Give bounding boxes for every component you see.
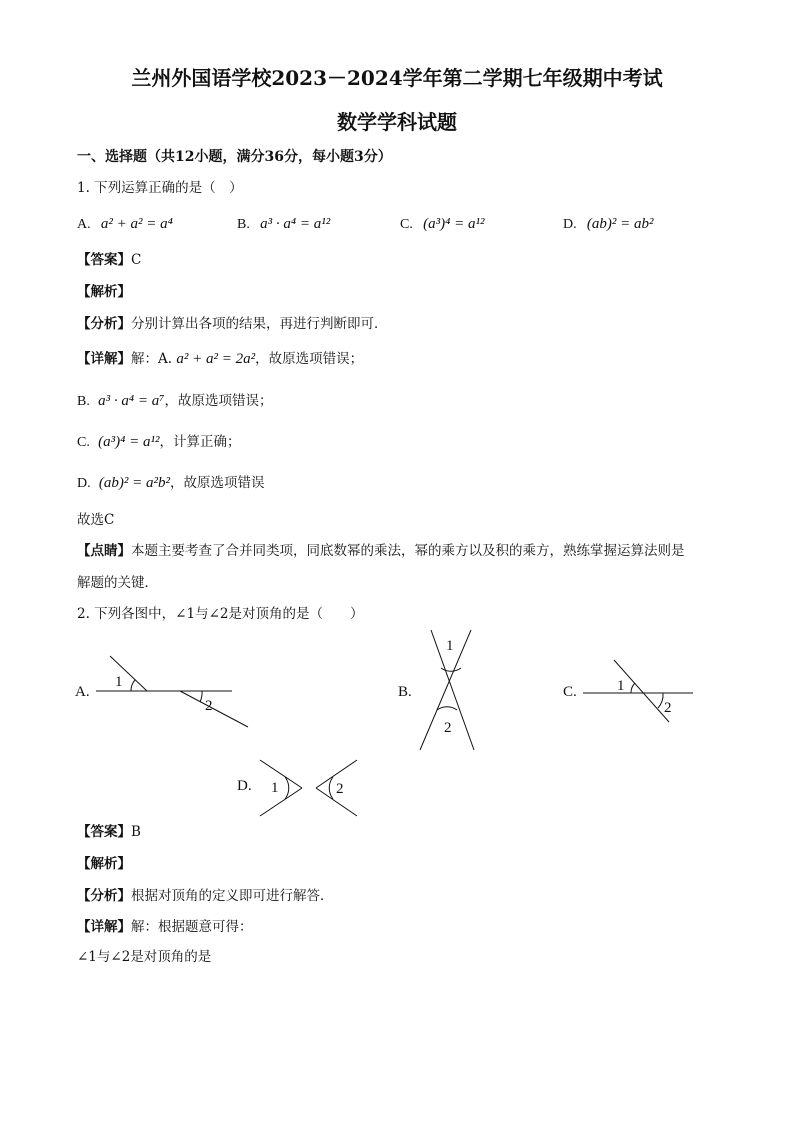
- q2-analysis-tag: 【解析】: [77, 856, 131, 872]
- q1-conclusion: 故选C: [77, 512, 115, 528]
- q2-detail: [77, 918, 253, 936]
- figure-d-label: D.: [237, 778, 252, 794]
- q1-answer: [77, 251, 141, 269]
- q1-dianjing: [77, 542, 685, 560]
- figure-c-angle-1-arc: [631, 683, 635, 693]
- detail-prefix: 解：A.: [131, 351, 173, 367]
- figure-c-angle-2-arc: [658, 693, 663, 708]
- detail-tag: 【详解】: [77, 919, 131, 935]
- figure-c-angle-1-label: 1: [617, 678, 625, 694]
- figure-b-angle-2-label: 2: [444, 720, 452, 736]
- figure-c: [583, 660, 693, 722]
- detail-expr: a³ · a⁴ = a⁷: [98, 393, 165, 409]
- answer-value: C: [131, 252, 142, 268]
- figure-c-label: C.: [563, 684, 577, 700]
- exam-subtitle: 数学学科试题: [337, 110, 457, 134]
- detail-tag: 【详解】: [77, 351, 131, 367]
- fenxi-tag: 【分析】: [77, 316, 131, 332]
- q1-detail-b: [77, 392, 272, 411]
- option-label: A.: [77, 217, 91, 232]
- q2-conclusion: ∠1与∠2是对顶角的是: [77, 949, 212, 965]
- option-label: C.: [400, 217, 413, 232]
- figure-a-label: A.: [75, 684, 90, 700]
- answer-tag: 【答案】: [77, 252, 131, 268]
- option-label: B.: [237, 217, 250, 232]
- figure-a-angle-1-label: 1: [115, 674, 123, 690]
- q1-option-a: [77, 215, 173, 234]
- q1-detail-d: [77, 474, 265, 493]
- q1-option-d: [563, 215, 654, 234]
- figure-a-angle-2-label: 2: [205, 698, 213, 714]
- detail-expr: a² + a² = 2a²: [176, 351, 256, 367]
- detail-suffix: ，故原选项错误；: [255, 351, 364, 367]
- figure-b-angle-2-arc: [437, 707, 457, 710]
- figure-d-angle-2-arc: [329, 777, 333, 799]
- option-expr: a³ · a⁴ = a¹²: [260, 216, 331, 232]
- option-label: D.: [563, 217, 577, 232]
- detail-expr: (a³)⁴ = a¹²: [98, 434, 160, 450]
- detail-suffix: ，计算正确；: [159, 434, 241, 450]
- q1-fenxi: [77, 315, 388, 333]
- figure-b-angle-1-label: 1: [446, 638, 454, 654]
- q1-option-b: [237, 215, 330, 234]
- q2-figures: [0, 620, 794, 820]
- figure-d-angle-1-label: 1: [271, 780, 279, 796]
- fenxi-tag: 【分析】: [77, 888, 131, 904]
- detail-prefix: B.: [77, 394, 90, 409]
- figure-a-angle-2-arc: [200, 691, 202, 702]
- figure-d-left-upper-line: [260, 760, 302, 788]
- fenxi-text: 根据对顶角的定义即可进行解答．: [131, 888, 334, 904]
- detail-suffix: ，故原选项错误；: [164, 393, 273, 409]
- q1-detail-c: [77, 433, 240, 452]
- question-2-stem: 2. 下列各图中，∠1与∠2是对顶角的是（ ）: [77, 606, 364, 622]
- fenxi-text: 分别计算出各项的结果，再进行判断即可．: [131, 316, 388, 332]
- detail-prefix: D.: [77, 476, 91, 491]
- detail-text: 解：根据题意可得：: [131, 919, 253, 935]
- figure-b-angle-1-arc: [441, 668, 461, 671]
- q2-fenxi: [77, 887, 334, 905]
- option-expr: (ab)² = ab²: [586, 216, 654, 232]
- dianjing-tag: 【点睛】: [77, 543, 131, 559]
- figure-a-right-slant-line: [180, 691, 248, 727]
- q1-option-c: [400, 215, 484, 234]
- detail-prefix: C.: [77, 435, 90, 450]
- q1-detail-a: [77, 350, 363, 368]
- dianjing-line1: 本题主要考查了合并同类项，同底数幂的乘法，幂的乘方以及积的乘方，熟练掌握运算法则是: [131, 543, 685, 559]
- option-expr: a² + a² = a⁴: [100, 216, 173, 232]
- q1-dianjing-line2: 解题的关键．: [77, 575, 158, 591]
- answer-value: B: [131, 824, 141, 840]
- detail-expr: (ab)² = a²b²: [98, 475, 171, 491]
- q1-analysis-tag: 【解析】: [77, 284, 131, 300]
- exam-title: 兰州外国语学校2023－2024学年第二学期七年级期中考试: [131, 66, 663, 90]
- answer-tag: 【答案】: [77, 824, 131, 840]
- figure-d-angle-1-arc: [285, 777, 289, 799]
- option-expr: (a³)⁴ = a¹²: [423, 216, 485, 232]
- detail-suffix: ，故原选项错误: [170, 475, 265, 491]
- figure-a-angle-1-arc: [131, 680, 135, 691]
- figure-d-left-lower-line: [260, 788, 302, 816]
- question-1-stem: 1. 下列运算正确的是（ ）: [77, 180, 243, 196]
- figure-b-label: B.: [398, 684, 412, 700]
- figure-c-angle-2-label: 2: [664, 700, 672, 716]
- figure-a: [96, 656, 248, 727]
- q2-answer: [77, 823, 141, 841]
- section-heading: 一、选择题（共12小题，满分36分，每小题3分）: [77, 149, 392, 165]
- figure-d-angle-2-label: 2: [336, 781, 344, 797]
